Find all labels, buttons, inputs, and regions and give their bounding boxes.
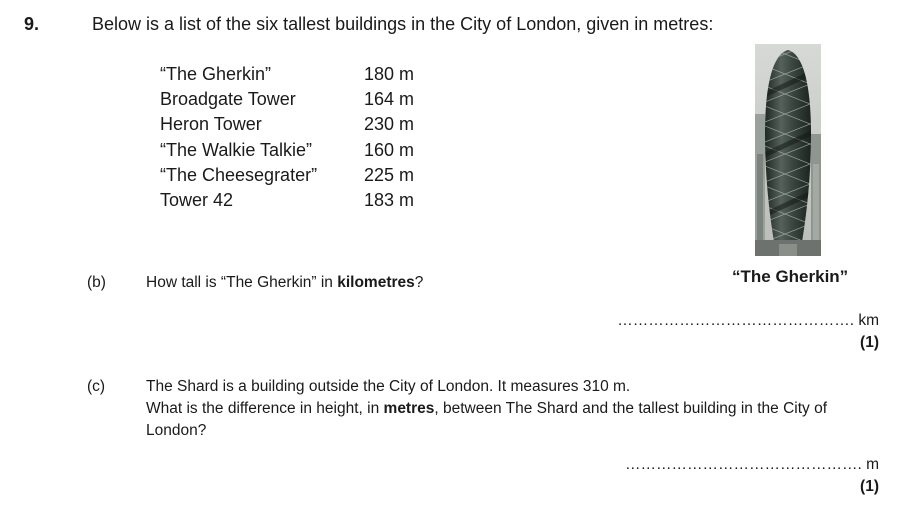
part-b-question: [146, 272, 423, 294]
building-height: 164 m: [364, 89, 415, 109]
part-c-line1: The Shard is a building outside the City of London. It measures 310 m.: [146, 378, 631, 395]
part-c-bold: metres: [383, 400, 435, 417]
building-name: “The Walkie Talkie”: [160, 140, 313, 160]
question-number: 9.: [24, 14, 40, 34]
part-b-bold: kilometres: [337, 274, 415, 291]
photo-caption: “The Gherkin”: [732, 267, 849, 286]
building-name: “The Gherkin”: [160, 64, 272, 84]
part-c-line3: London?: [146, 422, 207, 439]
part-b-label: (b): [87, 274, 106, 291]
gherkin-photo: [755, 44, 821, 256]
part-c-marks: (1): [860, 478, 879, 495]
building-name: Broadgate Tower: [160, 89, 296, 109]
building-name: “The Cheesegrater”: [160, 165, 318, 185]
building-height: 183 m: [364, 190, 415, 210]
part-b-text-end: ?: [414, 274, 424, 291]
part-c-text-end: , between The Shard and the tallest building in the City of: [434, 400, 828, 417]
part-c-answer-line[interactable]: ………………………………………. m: [624, 456, 879, 473]
part-b-marks: (1): [860, 334, 879, 351]
part-c-line2: [146, 398, 827, 420]
part-c-text: What is the difference in height, in: [146, 400, 384, 417]
part-b-text: How tall is “The Gherkin” in: [146, 274, 338, 291]
building-height: 160 m: [364, 140, 415, 160]
building-height: 225 m: [364, 165, 415, 185]
building-name: Tower 42: [160, 190, 234, 210]
part-c-label: (c): [87, 378, 106, 395]
building-height: 230 m: [364, 114, 415, 134]
building-height: 180 m: [364, 64, 415, 84]
part-b-answer-line[interactable]: ………………………………………. km: [617, 312, 879, 329]
question-intro: Below is a list of the six tallest buildings in the City of London, given in metres:: [92, 14, 714, 34]
building-name: Heron Tower: [160, 114, 262, 134]
